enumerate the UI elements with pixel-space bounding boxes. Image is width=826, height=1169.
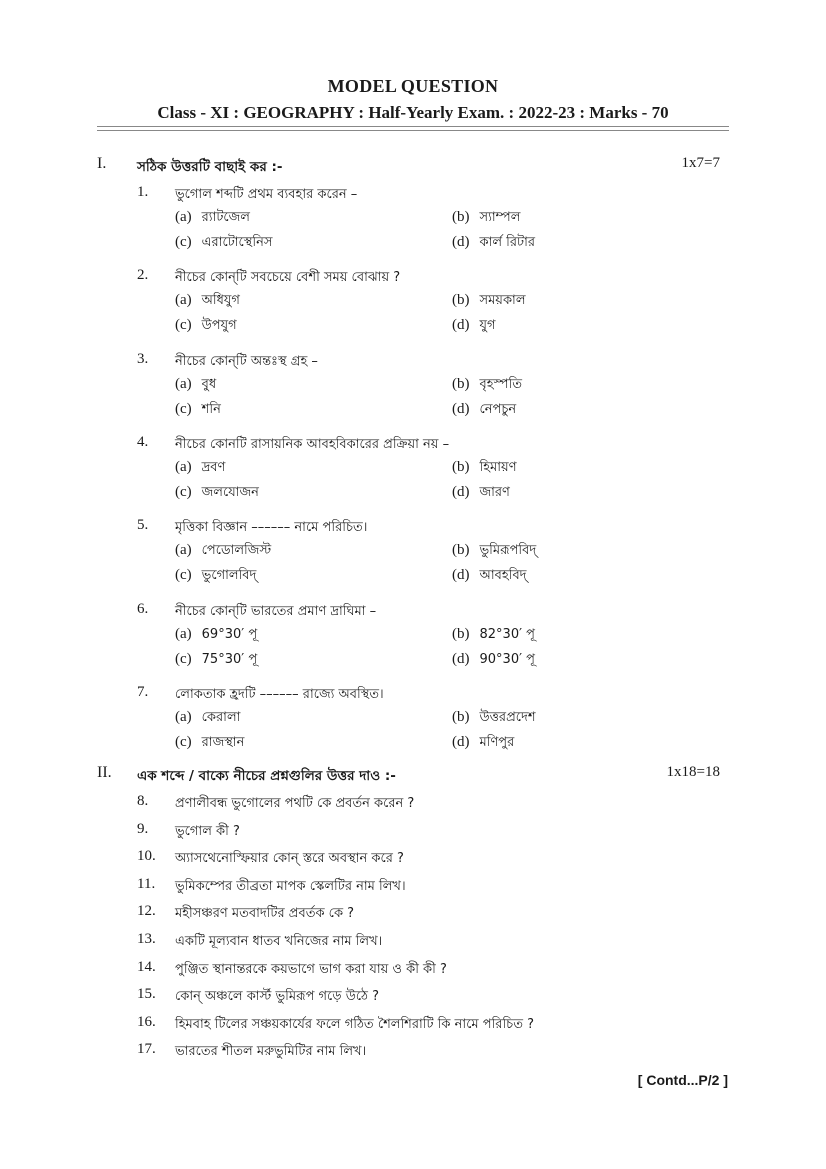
option-text: রাজস্থান	[201, 734, 245, 750]
option-label: (d)	[452, 483, 470, 500]
option-label: (a)	[175, 292, 192, 309]
option-label: (c)	[175, 234, 192, 250]
question-text: নীচের কোন্‌টি ভারতের প্রমাণ দ্রাঘিমা –	[175, 603, 377, 619]
option-text: ভুমিরূপবিদ্‌	[479, 543, 537, 559]
option-label: (b)	[452, 292, 470, 309]
answer-option	[452, 291, 526, 312]
mcq-question	[0, 682, 826, 706]
answer-option	[175, 375, 216, 396]
option-text: 69°30′ পূ	[201, 626, 258, 642]
option-label: (c)	[175, 317, 192, 334]
section-marks: 1x7=7	[681, 155, 720, 171]
answer-option	[452, 625, 535, 646]
answer-option	[452, 708, 536, 729]
question-text: কোন্‌ অঞ্চলে কার্স্ট ভুমিরূপ গড়ে উঠে ?	[175, 989, 380, 1005]
option-text: হিমায়ণ	[479, 459, 517, 475]
question-number: 8.	[137, 793, 149, 809]
question-number: 17.	[137, 1041, 156, 1058]
mcq-question	[0, 515, 826, 539]
answer-option	[452, 483, 510, 504]
option-text: আবহবিদ্‌	[479, 568, 527, 584]
option-text: শনি	[201, 401, 221, 417]
option-text: বুধ	[201, 376, 217, 392]
option-label: (c)	[175, 733, 192, 750]
answer-option	[175, 400, 221, 421]
question-number: 6.	[137, 600, 149, 617]
option-label: (b)	[452, 708, 470, 725]
short-question	[0, 874, 826, 898]
answer-option	[175, 541, 271, 562]
short-question	[0, 1039, 826, 1063]
option-text: যুগ	[479, 318, 496, 334]
question-text: মহীসঞ্চরণ মতবাদটির প্রবর্তক কে ?	[175, 906, 355, 922]
answer-option	[452, 733, 514, 754]
option-text: জারণ	[479, 484, 510, 500]
mcq-question	[0, 182, 826, 206]
question-text: হিমবাহ টিলের সঞ্চয়কার্যের ফলে গঠিত শৈলশিরাটি কি নামে পরিচিত ?	[175, 1016, 534, 1032]
option-label: (b)	[452, 375, 470, 392]
answer-option	[175, 733, 244, 754]
option-text: মণিপুর	[479, 734, 515, 750]
question-text: ভুমিকম্পের তীব্রতা মাপক স্কেলটির নাম লিখ।	[175, 878, 406, 894]
option-text: কেরালা	[201, 709, 241, 725]
section-title: এক শব্দে / বাক্যে নীচের প্রশ্নগুলির উত্তর দাও :-	[137, 768, 396, 784]
answer-option	[175, 208, 250, 229]
option-text: পেডোলজিস্ট	[201, 543, 272, 559]
answer-option	[452, 375, 522, 396]
question-number: 16.	[137, 1013, 156, 1030]
answer-option	[175, 708, 240, 729]
short-question	[0, 819, 826, 843]
answer-option	[175, 483, 259, 504]
option-text: জলযোজন	[201, 484, 259, 500]
page-title: MODEL QUESTION	[327, 76, 499, 96]
mcq-question	[0, 349, 826, 373]
option-text: স্যাম্পল	[479, 210, 521, 225]
option-label: (c)	[175, 400, 192, 417]
option-label: (b)	[452, 209, 470, 225]
question-text: নীচের কোন্‌টি অন্তঃস্থ গ্রহ –	[175, 353, 318, 369]
answer-option	[452, 650, 535, 671]
answer-option	[175, 650, 257, 671]
answer-option	[452, 316, 496, 337]
answer-option	[452, 400, 516, 421]
question-number: 11.	[137, 875, 156, 892]
section-title: সঠিক উত্তরটি বাছাই কর :-	[137, 159, 283, 175]
answer-option	[175, 458, 225, 479]
short-question	[0, 791, 826, 815]
question-number: 7.	[137, 683, 149, 700]
mcq-question	[0, 432, 826, 456]
option-label: (b)	[452, 458, 470, 475]
short-question	[0, 846, 826, 870]
question-text: অ্যাসথেনোস্ফিয়ার কোন্‌ স্তরে অবস্থান করে ?	[175, 851, 404, 867]
option-text: দ্রবণ	[201, 459, 226, 475]
short-question	[0, 984, 826, 1008]
option-text: 82°30′ পূ	[479, 626, 535, 642]
short-question	[0, 901, 826, 925]
section-2-header	[0, 762, 826, 788]
short-question	[0, 957, 826, 981]
answer-option	[452, 233, 535, 254]
option-text: ভুগোলবিদ্‌	[201, 568, 257, 584]
answer-option	[175, 291, 240, 312]
header-divider-second	[97, 130, 729, 131]
section-number: I.	[97, 155, 107, 172]
option-label: (c)	[175, 567, 192, 584]
option-label: (a)	[175, 458, 192, 475]
answer-option	[175, 625, 257, 646]
continued-note: [ Contd...P/2 ]	[637, 1072, 728, 1088]
question-number: 9.	[137, 820, 149, 837]
question-text: ভারতের শীতল মরুভুমিটির নাম লিখ।	[175, 1044, 367, 1060]
option-text: উপযুগ	[201, 318, 237, 334]
answer-option	[175, 566, 256, 587]
answer-option	[452, 208, 520, 229]
option-label: (a)	[175, 542, 192, 559]
question-text: লোকতাক হ্রদটি –––––– রাজ্যে অবস্থিত।	[175, 686, 384, 702]
option-label: (b)	[452, 542, 470, 559]
question-text: প্রণালীবন্ধ ভুগোলের পথটি কে প্রবর্তন করেন ?	[175, 796, 415, 811]
option-text: উত্তরপ্রদেশ	[479, 709, 536, 725]
answer-option	[452, 458, 517, 479]
option-label: (a)	[175, 708, 192, 725]
option-text: নেপচুন	[479, 401, 517, 417]
option-text: কার্ল রিটার	[479, 235, 536, 250]
answer-option	[175, 316, 237, 337]
question-text: নীচের কোন্‌টি সবচেয়ে বেশী সময় বোঝায় ?	[175, 270, 401, 286]
option-text: বৃহস্পতি	[479, 376, 522, 392]
question-number: 3.	[137, 350, 149, 367]
answer-option	[175, 233, 272, 254]
option-label: (a)	[175, 375, 192, 392]
option-text: 90°30′ পূ	[479, 651, 535, 667]
section-marks: 1x18=18	[666, 764, 720, 780]
question-text: একটি মূল্যবান ধাতব খনিজের নাম লিখ।	[175, 934, 383, 949]
question-text: ভুগোল শব্দটি প্রথম ব্যবহার করেন –	[175, 187, 358, 202]
option-label: (d)	[452, 317, 470, 334]
option-label: (a)	[175, 625, 192, 642]
question-number: 1.	[137, 184, 149, 200]
answer-option	[452, 541, 536, 562]
mcq-question	[0, 599, 826, 623]
option-label: (c)	[175, 483, 192, 500]
mcq-question	[0, 265, 826, 289]
question-number: 15.	[137, 986, 156, 1003]
question-number: 5.	[137, 517, 149, 534]
option-label: (d)	[452, 234, 470, 250]
option-text: সময়কাল	[479, 293, 526, 309]
question-number: 13.	[137, 931, 156, 947]
exam-subtitle: Class - XI : GEOGRAPHY : Half-Yearly Exam. : 2022-23 : Marks - 70	[157, 103, 669, 122]
option-label: (b)	[452, 625, 470, 642]
question-number: 14.	[137, 958, 156, 975]
section-1-header	[0, 153, 826, 179]
option-text: র‍্যাটজেল	[201, 210, 250, 225]
header-divider	[97, 126, 729, 127]
option-label: (c)	[175, 650, 192, 667]
option-text: অধিযুগ	[201, 293, 240, 309]
question-text: নীচের কোনটি রাসায়নিক আবহবিকারের প্রক্রিয়া নয় –	[175, 436, 450, 452]
question-text: ভুগোল কী ?	[175, 823, 240, 839]
question-number: 10.	[137, 848, 156, 865]
section-number: II.	[97, 764, 112, 781]
option-label: (d)	[452, 650, 470, 667]
question-number: 2.	[137, 267, 149, 284]
short-question	[0, 929, 826, 953]
option-label: (d)	[452, 567, 470, 584]
question-number: 12.	[137, 903, 156, 920]
question-text: মৃত্তিকা বিজ্ঞান –––––– নামে পরিচিত।	[175, 520, 368, 536]
option-label: (a)	[175, 209, 192, 225]
question-text: পুঞ্জিত স্থানান্তরকে কয়ভাগে ভাগ করা যায় ও কী কী ?	[175, 961, 447, 977]
option-text: এরাটোস্থেনিস	[201, 235, 273, 250]
short-question	[0, 1012, 826, 1036]
answer-option	[452, 566, 527, 587]
option-label: (d)	[452, 733, 470, 750]
question-number: 4.	[137, 433, 149, 450]
option-label: (d)	[452, 400, 470, 417]
option-text: 75°30′ পূ	[201, 651, 258, 667]
